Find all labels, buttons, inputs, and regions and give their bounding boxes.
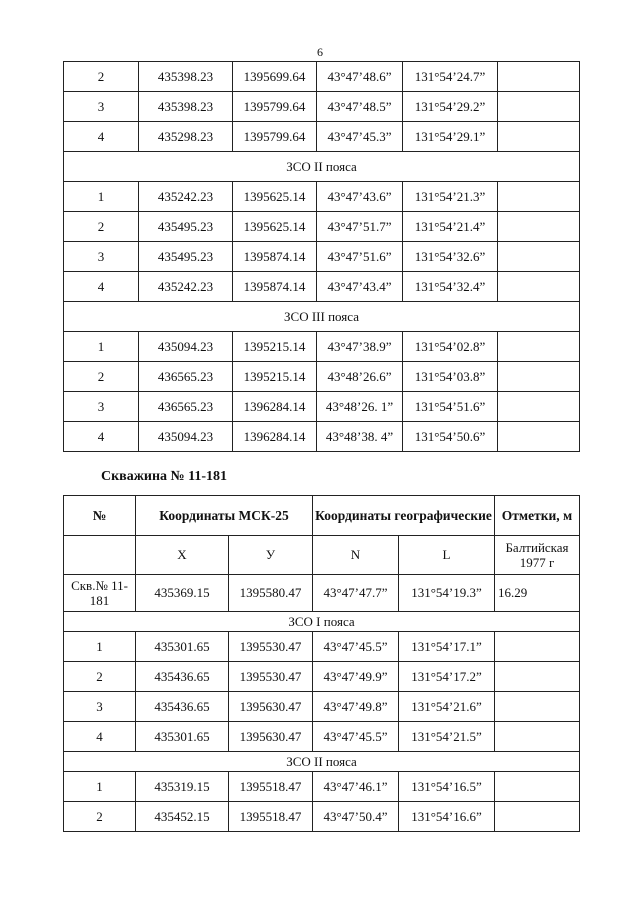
longitude-cell: 131°54’16.6”: [399, 802, 495, 832]
latitude-cell: 43°47’46.1”: [313, 772, 399, 802]
mark-cell: 16.29: [495, 575, 580, 612]
point-number-cell: 3: [64, 692, 136, 722]
longitude-cell: 131°54’17.2”: [399, 662, 495, 692]
well-row: [64, 575, 580, 612]
x-coordinate-cell: 435436.65: [136, 662, 229, 692]
point-number-cell: 4: [64, 422, 139, 452]
table-row: [64, 662, 580, 692]
latitude-cell: 43°47’49.9”: [313, 662, 399, 692]
table-subheader-row: [64, 536, 580, 575]
x-coordinate-cell: 435242.23: [139, 272, 233, 302]
table-row: [64, 722, 580, 752]
mark-cell: [495, 722, 580, 752]
subheader-n: N: [313, 536, 399, 575]
mark-cell: [498, 122, 580, 152]
x-coordinate-cell: 435301.65: [136, 722, 229, 752]
table-row: [64, 92, 580, 122]
header-number: №: [64, 496, 136, 536]
subheader-x: X: [136, 536, 229, 575]
point-number-cell: 1: [64, 182, 139, 212]
x-coordinate-cell: 435398.23: [139, 92, 233, 122]
y-coordinate-cell: 1395530.47: [229, 662, 313, 692]
point-number-cell: 4: [64, 272, 139, 302]
y-coordinate-cell: 1395699.64: [233, 62, 317, 92]
section-label: ЗСО II пояса: [64, 152, 580, 182]
latitude-cell: 43°47’43.4”: [317, 272, 403, 302]
y-coordinate-cell: 1395874.14: [233, 272, 317, 302]
y-coordinate-cell: 1395530.47: [229, 632, 313, 662]
point-number-cell: Скв.№ 11-181: [64, 575, 136, 612]
y-coordinate-cell: 1395625.14: [233, 212, 317, 242]
mark-cell: [495, 802, 580, 832]
section-row: [64, 152, 580, 182]
header-msk25-coordinates: Координаты МСК-25: [136, 496, 313, 536]
longitude-cell: 131°54’32.6”: [403, 242, 498, 272]
longitude-cell: 131°54’21.3”: [403, 182, 498, 212]
latitude-cell: 43°47’45.5”: [313, 722, 399, 752]
latitude-cell: 43°47’45.3”: [317, 122, 403, 152]
point-number-cell: 4: [64, 122, 139, 152]
y-coordinate-cell: 1395580.47: [229, 575, 313, 612]
point-number-cell: 3: [64, 242, 139, 272]
table-row: [64, 632, 580, 662]
point-number-cell: 2: [64, 802, 136, 832]
x-coordinate-cell: 436565.23: [139, 362, 233, 392]
table-header-row: [64, 496, 580, 536]
table-row: [64, 332, 580, 362]
mark-cell: [498, 212, 580, 242]
page-number: 6: [317, 45, 323, 59]
point-number-cell: 2: [64, 362, 139, 392]
mark-cell: [498, 332, 580, 362]
point-number-cell: 3: [64, 92, 139, 122]
longitude-cell: 131°54’02.8”: [403, 332, 498, 362]
mark-cell: [498, 62, 580, 92]
longitude-cell: 131°54’29.2”: [403, 92, 498, 122]
longitude-cell: 131°54’50.6”: [403, 422, 498, 452]
x-coordinate-cell: 435094.23: [139, 422, 233, 452]
point-number-cell: 4: [64, 722, 136, 752]
mark-cell: [498, 242, 580, 272]
point-number-cell: 3: [64, 392, 139, 422]
latitude-cell: 43°48’26.6”: [317, 362, 403, 392]
longitude-cell: 131°54’17.1”: [399, 632, 495, 662]
y-coordinate-cell: 1395518.47: [229, 802, 313, 832]
latitude-cell: 43°47’47.7”: [313, 575, 399, 612]
x-coordinate-cell: 435319.15: [136, 772, 229, 802]
x-coordinate-cell: 435369.15: [136, 575, 229, 612]
mark-cell: [498, 92, 580, 122]
subheader-l: L: [399, 536, 495, 575]
well-coordinates-table: [63, 495, 580, 832]
mark-cell: [495, 692, 580, 722]
mark-cell: [495, 772, 580, 802]
mark-cell: [498, 422, 580, 452]
table-row: [64, 772, 580, 802]
mark-cell: [498, 362, 580, 392]
longitude-cell: 131°54’21.5”: [399, 722, 495, 752]
latitude-cell: 43°47’50.4”: [313, 802, 399, 832]
point-number-cell: 2: [64, 62, 139, 92]
point-number-cell: 2: [64, 662, 136, 692]
x-coordinate-cell: 435301.65: [136, 632, 229, 662]
x-coordinate-cell: 435436.65: [136, 692, 229, 722]
latitude-cell: 43°48’38. 4”: [317, 422, 403, 452]
longitude-cell: 131°54’16.5”: [399, 772, 495, 802]
longitude-cell: 131°54’24.7”: [403, 62, 498, 92]
x-coordinate-cell: 435452.15: [136, 802, 229, 832]
table-row: [64, 62, 580, 92]
section-row: [64, 612, 580, 632]
table-row: [64, 242, 580, 272]
mark-cell: [498, 182, 580, 212]
mark-cell: [498, 392, 580, 422]
x-coordinate-cell: 435495.23: [139, 242, 233, 272]
section-label: ЗСО II пояса: [64, 752, 580, 772]
table-row: [64, 182, 580, 212]
y-coordinate-cell: 1395518.47: [229, 772, 313, 802]
table-row: [64, 362, 580, 392]
latitude-cell: 43°48’26. 1”: [317, 392, 403, 422]
latitude-cell: 43°47’43.6”: [317, 182, 403, 212]
table-row: [64, 692, 580, 722]
subheader-y: У: [229, 536, 313, 575]
latitude-cell: 43°47’51.6”: [317, 242, 403, 272]
longitude-cell: 131°54’03.8”: [403, 362, 498, 392]
latitude-cell: 43°47’48.6”: [317, 62, 403, 92]
x-coordinate-cell: 435495.23: [139, 212, 233, 242]
latitude-cell: 43°47’45.5”: [313, 632, 399, 662]
latitude-cell: 43°47’38.9”: [317, 332, 403, 362]
section-label: ЗСО III пояса: [64, 302, 580, 332]
y-coordinate-cell: 1395625.14: [233, 182, 317, 212]
mark-cell: [495, 662, 580, 692]
section-row: [64, 302, 580, 332]
header-marks: Отметки, м: [495, 496, 580, 536]
y-coordinate-cell: 1396284.14: [233, 392, 317, 422]
longitude-cell: 131°54’51.6”: [403, 392, 498, 422]
point-number-cell: 2: [64, 212, 139, 242]
table-row: [64, 422, 580, 452]
well-title: Скважина № 11-181: [101, 469, 227, 484]
y-coordinate-cell: 1395874.14: [233, 242, 317, 272]
longitude-cell: 131°54’19.3”: [399, 575, 495, 612]
longitude-cell: 131°54’21.4”: [403, 212, 498, 242]
x-coordinate-cell: 436565.23: [139, 392, 233, 422]
mark-cell: [498, 272, 580, 302]
longitude-cell: 131°54’32.4”: [403, 272, 498, 302]
y-coordinate-cell: 1395630.47: [229, 692, 313, 722]
subheader-baltic-system: Балтийская 1977 г: [495, 536, 580, 575]
latitude-cell: 43°47’49.8”: [313, 692, 399, 722]
section-label: ЗСО I пояса: [64, 612, 580, 632]
x-coordinate-cell: 435094.23: [139, 332, 233, 362]
coordinates-table-continued: [63, 61, 580, 452]
y-coordinate-cell: 1395215.14: [233, 332, 317, 362]
longitude-cell: 131°54’29.1”: [403, 122, 498, 152]
table-row: [64, 212, 580, 242]
y-coordinate-cell: 1395799.64: [233, 122, 317, 152]
x-coordinate-cell: 435398.23: [139, 62, 233, 92]
section-row: [64, 752, 580, 772]
y-coordinate-cell: 1396284.14: [233, 422, 317, 452]
x-coordinate-cell: 435298.23: [139, 122, 233, 152]
table-row: [64, 392, 580, 422]
header-geographic-coordinates: Координаты географические: [313, 496, 495, 536]
point-number-cell: 1: [64, 632, 136, 662]
mark-cell: [495, 632, 580, 662]
y-coordinate-cell: 1395215.14: [233, 362, 317, 392]
x-coordinate-cell: 435242.23: [139, 182, 233, 212]
subheader-empty: [64, 536, 136, 575]
table-row: [64, 122, 580, 152]
point-number-cell: 1: [64, 772, 136, 802]
table-row: [64, 802, 580, 832]
longitude-cell: 131°54’21.6”: [399, 692, 495, 722]
latitude-cell: 43°47’48.5”: [317, 92, 403, 122]
y-coordinate-cell: 1395799.64: [233, 92, 317, 122]
point-number-cell: 1: [64, 332, 139, 362]
y-coordinate-cell: 1395630.47: [229, 722, 313, 752]
table-row: [64, 272, 580, 302]
latitude-cell: 43°47’51.7”: [317, 212, 403, 242]
